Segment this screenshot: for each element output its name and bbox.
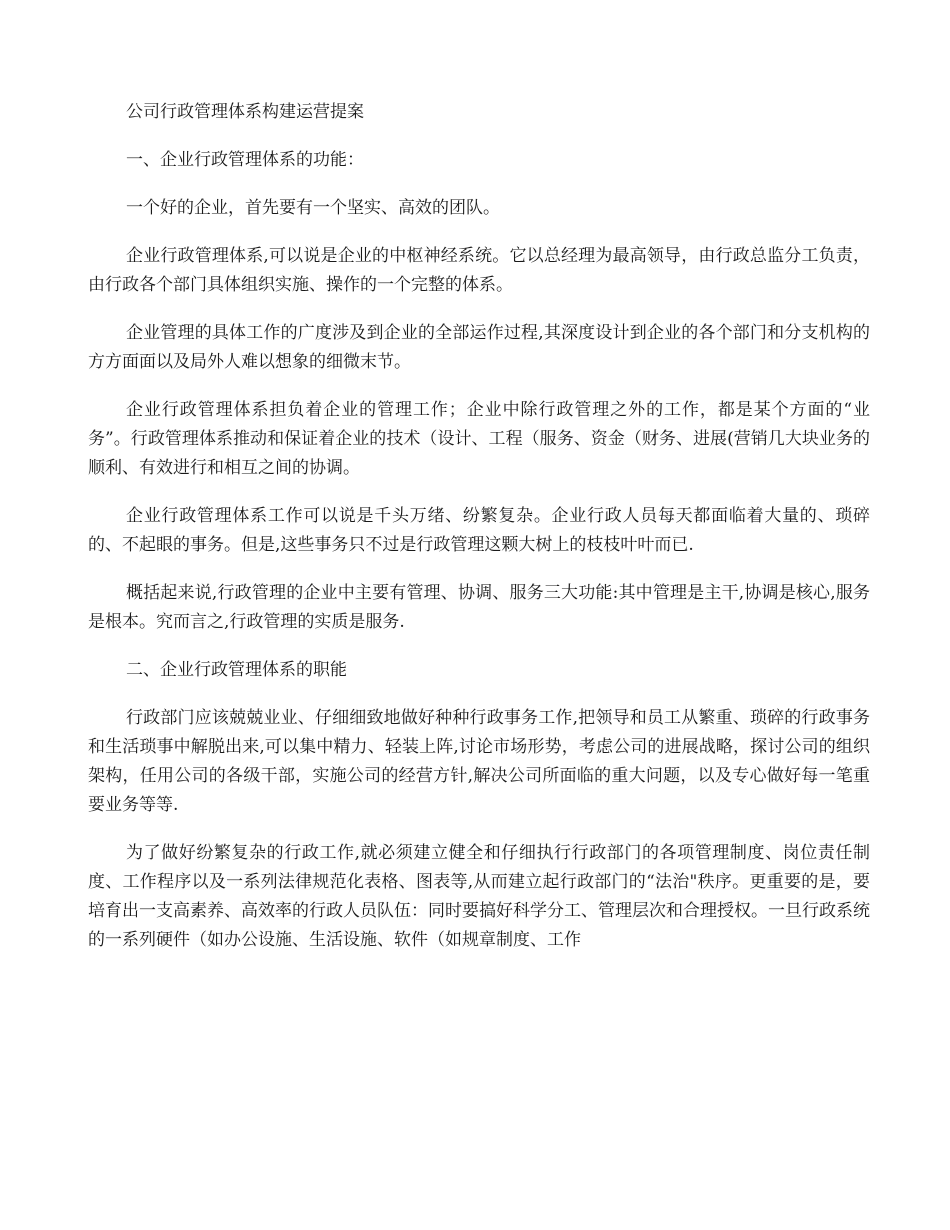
paragraph: 行政部门应该兢兢业业、仔细细致地做好种种行政事务工作,把领导和员工从繁重、琐碎的行政事务和生活琐事中解脱出来,可以集中精力、轻装上阵,讨论市场形势，考虑公司的进展战略，探讨公司的组织架构，任用公司的各级干部，实施公司的经营方针,解决公司所面临的重大问题，以及专心做好每一笔重要业务等等. [88,708,870,815]
document-body [88,98,870,974]
document-title: 公司行政管理体系构建运营提案 [126,102,364,122]
paragraph: 为了做好纷繁复杂的行政工作,就必须建立健全和仔细执行行政部门的各项管理制度、岗位责任制度、工作程序以及一系列法律规范化表格、图表等,从而建立起行政部门的“法治"秩序。更重要的是，要培育出一支高素养、高效率的行政人员队伍：同时要搞好科学分工、管理层次和合理授权。一旦行政系统的一系列硬件（如办公设施、生活设施、软件（如规章制度、工作 [88,843,870,950]
paragraph: 企业行政管理体系工作可以说是千头万绪、纷繁复杂。企业行政人员每天都面临着大量的、琐碎的、不起眼的事务。但是,这些事务只不过是行政管理这颗大树上的枝枝叶叶而已. [88,506,870,555]
paragraph: 企业行政管理体系,可以说是企业的中枢神经系统。它以总经理为最高领导，由行政总监分工负责，由行政各个部门具体组织实施、操作的一个完整的体系。 [88,246,870,295]
section-heading-1: 一、企业行政管理体系的功能： [126,150,364,170]
paragraph: 企业行政管理体系担负着企业的管理工作；企业中除行政管理之外的工作，都是某个方面的“业务”。行政管理体系推动和保证着企业的技术（设计、工程（服务、资金（财务、进展(营销几大块业务的顺利、有效进行和相互之间的协调。 [88,400,870,478]
paragraph: 概括起来说,行政管理的企业中主要有管理、协调、服务三大功能:其中管理是主干,协调是核心,服务是根本。究而言之,行政管理的实质是服务. [88,583,870,632]
section-heading-2: 二、企业行政管理体系的职能 [126,660,347,680]
paragraph: 企业管理的具体工作的广度涉及到企业的全部运作过程,其深度设计到企业的各个部门和分支机构的方方面面以及局外人难以想象的细微末节。 [88,323,870,372]
paragraph: 一个好的企业，首先要有一个坚实、高效的团队。 [126,198,500,218]
